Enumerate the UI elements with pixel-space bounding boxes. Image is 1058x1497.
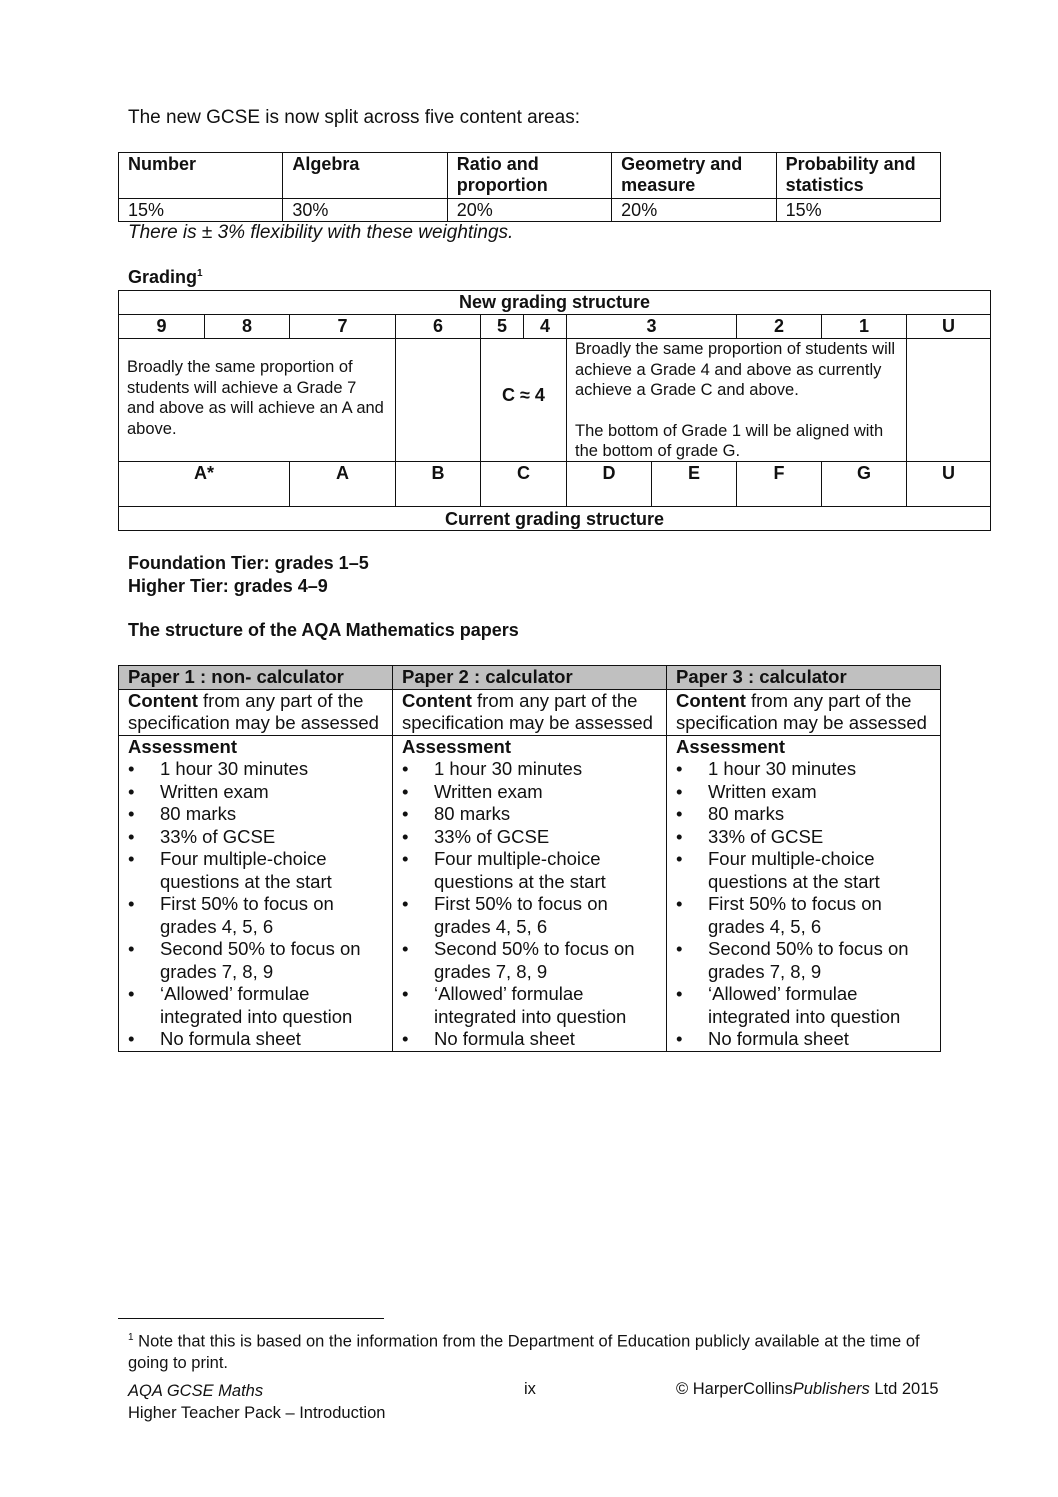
footnote-divider [118,1318,384,1319]
current-grade-g: G [821,461,906,506]
header-algebra: Algebra [283,153,447,199]
bullet-icon: • [676,893,683,914]
bullet-icon: • [676,803,683,824]
bullet-icon: • [402,1028,409,1049]
header-ratio: Ratio and proportion [447,153,611,199]
content-label: Content [402,689,472,711]
new-grade-u: U [906,314,990,338]
bullet-icon: • [128,825,135,847]
bullet-text: 80 marks [434,803,511,824]
high-grades-description: Broadly the same proportion of students will achieve a Grade 7 and above as will achieve an A and above. [119,338,395,461]
footer-subtitle: Higher Teacher Pack – Introduction [128,1404,386,1422]
header-number: Number [119,153,283,199]
bullet-icon: • [676,1028,683,1049]
list-item [128,826,383,849]
bullet-icon: • [402,758,409,779]
footer-title: AQA GCSE Maths [128,1382,264,1400]
bullet-icon: • [402,780,409,802]
content-areas-weights-row [119,199,941,222]
copyright [676,1380,939,1399]
list-item [676,848,931,893]
papers-table [118,665,941,1052]
content-text: from any part of the specification may be assessed [128,689,379,733]
assessment-list [128,758,383,1051]
list-item [128,848,383,893]
bullet-icon: • [128,1028,135,1049]
current-grade-f: F [736,461,821,506]
bullet-text: ‘Allowed’ formulae integrated into question [434,983,627,1027]
list-item [402,938,657,983]
current-grade-d: D [566,461,651,506]
list-item [676,1028,931,1051]
grading-table [118,290,991,531]
bullet-text: First 50% to focus on grades 4, 5, 6 [708,893,882,937]
copyright-italic: Publishers [792,1380,870,1398]
bullet-icon: • [402,983,409,1004]
bullet-text: ‘Allowed’ formulae integrated into question [708,983,901,1027]
new-grade-9: 9 [119,314,204,338]
bullet-text: Second 50% to focus on grades 7, 8, 9 [708,938,909,982]
bullet-icon: • [676,938,683,959]
weight-number: 15% [119,199,283,222]
new-grade-8: 8 [204,314,289,338]
bullet-icon: • [128,848,135,869]
list-item [128,1028,383,1051]
low-grades-description [566,338,906,461]
bullet-icon: • [676,758,683,779]
list-item [676,893,931,938]
paper-3-title: Paper 3 : calculator [667,666,941,690]
bullet-text: First 50% to focus on grades 4, 5, 6 [160,893,334,937]
page-number: ix [524,1380,536,1398]
bullet-text: 33% of GCSE [160,825,276,847]
assessment-label: Assessment [676,735,786,757]
bullet-icon: • [402,893,409,914]
current-grade-a-star: A* [119,461,289,506]
footnote-marker: 1 [128,1332,134,1343]
list-item [676,983,931,1028]
new-grade-1: 1 [821,314,906,338]
current-grade-a: A [289,461,395,506]
weight-geometry: 20% [612,199,776,222]
list-item [402,1028,657,1051]
list-item [676,938,931,983]
list-item [402,848,657,893]
papers-heading: The structure of the AQA Mathematics papers [128,620,519,640]
content-text: from any part of the specification may be assessed [402,689,653,733]
bullet-icon: • [402,825,409,847]
bullet-text: 1 hour 30 minutes [160,758,309,779]
bullet-text: Written exam [434,780,543,802]
bullet-icon: • [676,983,683,1004]
list-item [402,758,657,781]
list-item [402,803,657,826]
list-item [402,983,657,1028]
bullet-text: Written exam [160,780,269,802]
new-grade-6: 6 [395,314,480,338]
bullet-text: No formula sheet [160,1028,301,1049]
list-item [676,826,931,849]
paper-2-content [393,689,667,735]
content-label: Content [128,689,198,711]
list-item [128,758,383,781]
paper-3-assessment [667,735,941,1051]
bullet-icon: • [128,780,135,802]
grade-u-blank [906,338,990,461]
bullet-text: 33% of GCSE [434,825,550,847]
current-grade-e: E [651,461,736,506]
list-item [402,781,657,804]
bullet-text: Second 50% to focus on grades 7, 8, 9 [160,938,361,982]
list-item [676,781,931,804]
paper-1-assessment [119,735,393,1051]
copyright-pre: © HarperCollins [676,1380,793,1398]
grading-heading [128,267,203,288]
assessment-label: Assessment [402,735,512,757]
new-grade-5: 5 [480,314,523,338]
bullet-text: No formula sheet [708,1028,849,1049]
content-label: Content [676,689,746,711]
low-grades-description-2: The bottom of Grade 1 will be aligned with the bottom of grade G. [575,421,884,460]
copyright-post: Ltd 2015 [869,1380,939,1398]
bullet-text: Four multiple-choice questions at the start [160,848,332,892]
papers-content-row [119,689,941,735]
list-item [402,826,657,849]
bullet-text: 80 marks [160,803,237,824]
header-probability: Probability and statistics [776,153,940,199]
list-item [128,938,383,983]
new-grade-4: 4 [523,314,566,338]
weight-probability: 15% [776,199,940,222]
higher-tier: Higher Tier: grades 4–9 [128,576,328,596]
footnote-ref: 1 [197,268,203,279]
bullet-text: 1 hour 30 minutes [434,758,583,779]
paper-2-assessment [393,735,667,1051]
current-grade-u: U [906,461,990,506]
content-areas-table [118,152,941,222]
bullet-text: Second 50% to focus on grades 7, 8, 9 [434,938,635,982]
bullet-icon: • [128,938,135,959]
grade-6-blank [395,338,480,461]
bullet-text: ‘Allowed’ formulae integrated into question [160,983,353,1027]
bullet-text: 80 marks [708,803,785,824]
paper-1-title: Paper 1 : non- calculator [119,666,393,690]
footer-left [128,1380,385,1424]
list-item [676,758,931,781]
list-item [128,781,383,804]
bullet-text: Four multiple-choice questions at the start [708,848,880,892]
c-equals-4: C ≈ 4 [480,338,566,461]
new-grade-7: 7 [289,314,395,338]
bullet-text: 1 hour 30 minutes [708,758,857,779]
intro-text: The new GCSE is now split across five content areas: [128,107,580,128]
papers-assessment-row [119,735,941,1051]
list-item [128,983,383,1028]
bullet-icon: • [676,848,683,869]
bullet-text: Written exam [708,780,817,802]
list-item [128,893,383,938]
assessment-label: Assessment [128,735,238,757]
header-geometry: Geometry and measure [612,153,776,199]
paper-3-content [667,689,941,735]
current-grade-c: C [480,461,566,506]
bullet-icon: • [128,893,135,914]
papers-header-row [119,666,941,690]
footnote-text: Note that this is based on the information from the Department of Education publicly available at the time of going to print. [128,1332,920,1372]
new-grade-3: 3 [566,314,736,338]
tiers [128,552,369,598]
foundation-tier: Foundation Tier: grades 1–5 [128,553,369,573]
list-item [676,803,931,826]
content-text: from any part of the specification may be assessed [676,689,927,733]
assessment-list [676,758,931,1051]
weight-algebra: 30% [283,199,447,222]
bullet-icon: • [128,758,135,779]
grading-heading-text: Grading [128,267,198,287]
bullet-icon: • [402,848,409,869]
low-grades-description-1: Broadly the same proportion of students will achieve a Grade 4 and above as currently achieve a Grade C and above. [575,340,896,399]
weight-ratio: 20% [447,199,611,222]
footnote [128,1327,938,1374]
list-item [402,893,657,938]
bullet-text: 33% of GCSE [708,825,824,847]
paper-2-title: Paper 2 : calculator [393,666,667,690]
assessment-list [402,758,657,1051]
new-grading-title: New grading structure [458,292,651,312]
new-grade-2: 2 [736,314,821,338]
list-item [128,803,383,826]
paper-1-content [119,689,393,735]
bullet-icon: • [128,983,135,1004]
bullet-text: No formula sheet [434,1028,575,1049]
bullet-icon: • [128,803,135,824]
current-grade-b: B [395,461,480,506]
bullet-text: First 50% to focus on grades 4, 5, 6 [434,893,608,937]
bullet-icon: • [676,780,683,802]
current-grading-title: Current grading structure [119,506,990,530]
flexibility-note: There is ± 3% flexibility with these weightings. [128,222,514,243]
bullet-icon: • [676,825,683,847]
bullet-text: Four multiple-choice questions at the start [434,848,606,892]
bullet-icon: • [402,938,409,959]
bullet-icon: • [402,803,409,824]
content-areas-header-row [119,153,941,199]
